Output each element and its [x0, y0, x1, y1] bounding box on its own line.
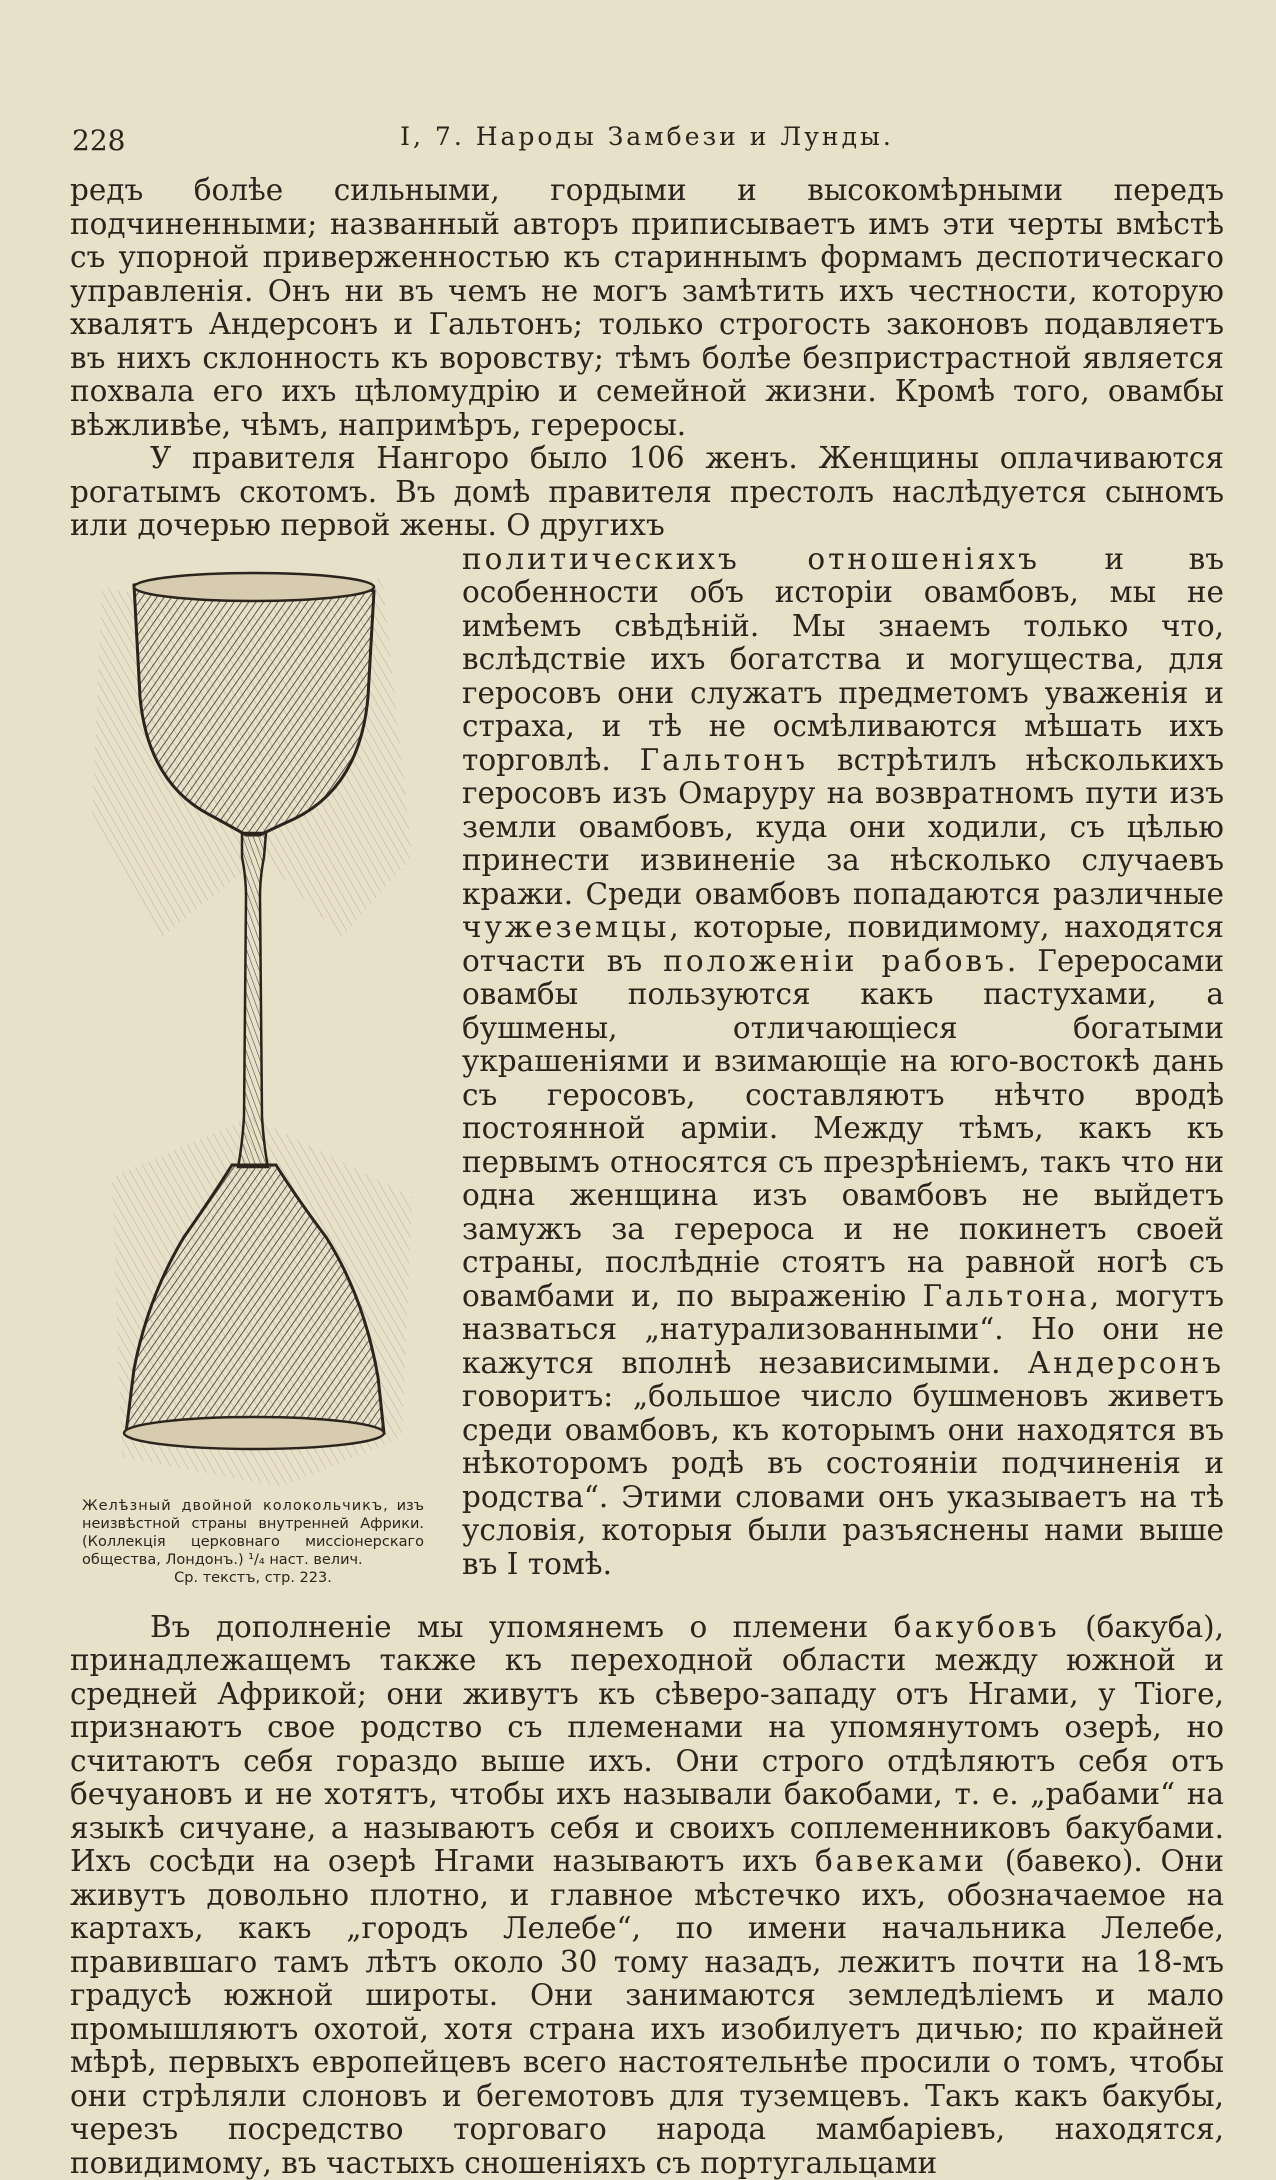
caption-title: Желѣзный двойной колокольчикъ	[82, 1498, 383, 1514]
page-number: 228	[72, 124, 125, 157]
running-header	[70, 118, 1224, 154]
paragraph-1: редъ болѣе сильными, гордыми и высокомѣрными передъ подчиненными; названный авторъ приписываетъ имъ эти черты вмѣстѣ съ упорной приверженностью къ стариннымъ формамъ деспотическаго управленія. Онъ ни въ чемъ не могъ замѣтить ихъ честности, которую хвалятъ Андерсонъ и Гальтонъ; только строгость законовъ подавляетъ въ нихъ склонность къ воровству; тѣмъ болѣе безпристрастной является похвала его ихъ цѣломудрію и семейной жизни. Кромѣ того, овамбы вѣжливѣе, чѣмъ, напримѣръ, гереросы.	[70, 174, 1224, 442]
caption-text: , изъ неизвѣстной страны внутренней Африки. (Коллекція церковнаго миссіонерскаго общества, Лондонъ.) ¹/₄ наст. велич.	[82, 1498, 424, 1568]
double-bell-engraving-icon	[82, 557, 428, 1495]
body-text	[70, 174, 1224, 2180]
figure-caption	[82, 1497, 428, 1587]
paragraph-2: У правителя Нангоро было 106 женъ. Женщины оплачиваются рогатымъ скотомъ. Въ домѣ правителя престолъ наслѣдуется сыномъ или дочерью первой жены. О другихъ	[70, 442, 1224, 543]
paragraph-2-continued: политическихъ отношеніяхъ и въ особенности объ исторіи овамбовъ, мы не имѣемъ свѣдѣній. Мы знаемъ только что, вслѣдствіе ихъ богатства и могущества, для геросовъ они служатъ предметомъ уваженія и страха, и тѣ не осмѣливаются мѣшать ихъ торговлѣ. Гальтонъ встрѣтилъ нѣсколькихъ геросовъ изъ Омаруру на возвратномъ пути изъ земли овамбовъ, куда они ходили, съ цѣлью принести извиненіе за нѣсколько случаевъ кражи. Среди овамбовъ попадаются различные чужеземцы, которые, повидимому, находятся отчасти въ положеніи рабовъ. Гереросами овамбы пользуются какъ пастухами, а бушмены, отличающіеся богатыми украшеніями и взимающіе на юго-востокѣ дань съ геросовъ, составляютъ нѣчто вродѣ постоянной арміи. Между тѣмъ, какъ къ первымъ относятся съ презрѣніемъ, такъ что ни одна женщина изъ овамбовъ не выйдетъ замужъ за герероса и не покинетъ своей страны, послѣдніе стоятъ на равной ногѣ съ овамбами и, по выраженію Гальтона, могутъ назваться „натурализованными“. Но они не кажутся вполнѣ независимыми. Андерсонъ говоритъ: „большое число бушменовъ живетъ среди овамбовъ, къ которымъ они находятся въ нѣкоторомъ родѣ въ состояніи подчиненія и родства“. Этими словами онъ указываетъ на тѣ условія, которыя были разъяснены нами выше въ I томѣ.	[70, 543, 1224, 1582]
running-title: I, 7. Народы Замбези и Лунды.	[70, 122, 1224, 151]
caption-reference: Ср. текстъ, стр. 223.	[82, 1569, 424, 1587]
figure-double-bell	[82, 557, 428, 1587]
paragraph-3: Въ дополненіе мы упомянемъ о племени бакубовъ (бакуба), принадлежащемъ также къ переходной области между южной и средней Африкой; они живутъ къ сѣверо-западу отъ Нгами, у Тіоге, признаютъ свое родство съ племенами на упомянутомъ озерѣ, но считаютъ себя гораздо выше ихъ. Они строго отдѣляютъ себя отъ бечуановъ и не хотятъ, чтобы ихъ называли бакобами, т. е. „рабами“ на языкѣ сичуане, а называютъ себя и своихъ соплеменниковъ бакубами. Ихъ сосѣди на озерѣ Нгами называютъ ихъ бавеками (бавеко). Они живутъ довольно плотно, и главное мѣстечко ихъ, обозначаемое на картахъ, какъ „городъ Лелебе“, по имени начальника Лелебе, правившаго тамъ лѣтъ около 30 тому назадъ, лежитъ почти на 18-мъ градусѣ южной широты. Они занимаются земледѣліемъ и мало промышляютъ охотой, хотя страна ихъ изобилуетъ дичью; по крайней мѣрѣ, первыхъ европейцевъ всего настоятельнѣе просили о томъ, чтобы они стрѣляли слоновъ и бегемотовъ для туземцевъ. Такъ какъ бакубы, черезъ посредство торговаго народа мамбаріевъ, находятся, повидимому, въ частыхъ сношеніяхъ съ португальцами	[70, 1591, 1224, 2180]
